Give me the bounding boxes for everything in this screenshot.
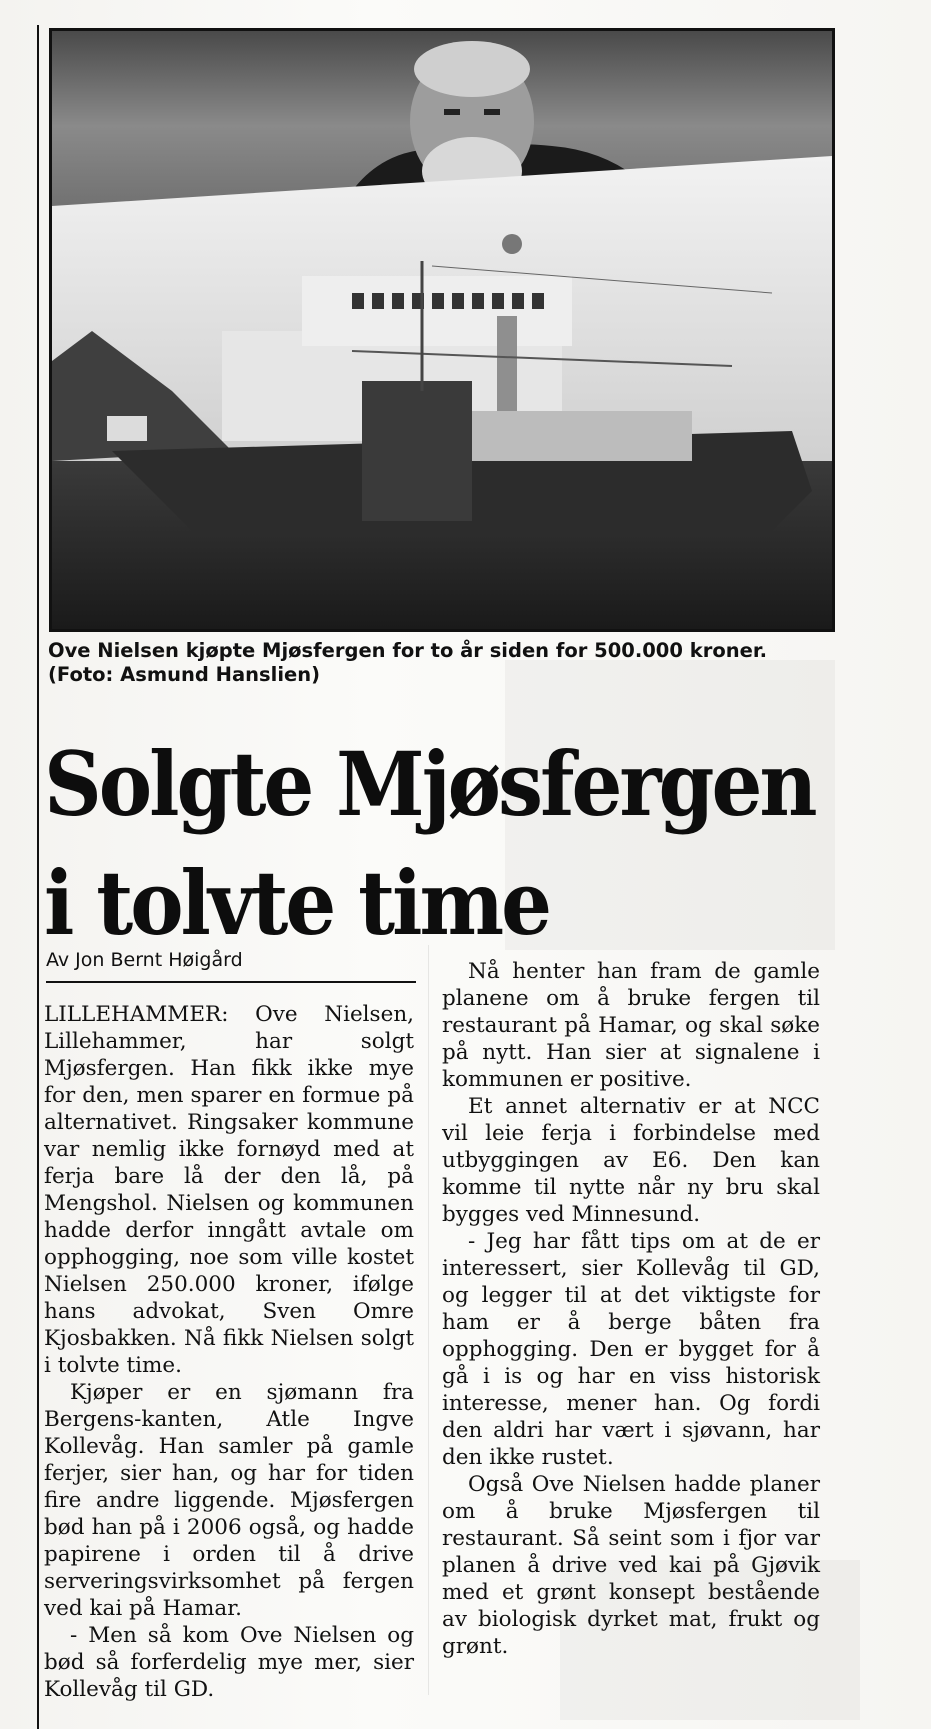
paragraph: LILLEHAMMER: Ove Nielsen, Lillehammer, har solgt Mjøsfergen. Han fikk ikke mye for den, men sparer en formue på alternativet. Ringsaker kommune var nemlig ikke fornøyd med at ferja bare lå der den lå, på Mengshol. Nielsen og kommunen hadde derfor inngått avtale om opphogging, noe som ville kostet Nielsen 250.000 kroner, ifølge hans advokat, Sven Omre Kjosbakken. Nå fikk Nielsen solgt i tolvte time. [44,1002,414,1378]
article-column-1 [44,1001,414,1703]
photo-illustration [52,31,832,629]
column-divider [428,945,429,1695]
hair-shape [414,41,530,97]
ferry-dark-wall [362,381,472,521]
article-column-2 [442,958,820,1660]
ferry-bridge [302,276,572,346]
small-boat [107,416,147,441]
article-photo [49,28,835,632]
byline: Av Jon Bernt Høigård [46,949,416,983]
paragraph: - Men så kom Ove Nielsen og bød så forferdelig mye mer, sier Kollevåg til GD. [44,1623,414,1702]
photo-caption: Ove Nielsen kjøpte Mjøsfergen for to år siden for 500.000 kroner. (Foto: Asmund Hanslien) [48,639,768,686]
headline-line-1: Solgte Mjøsfergen [44,732,815,837]
headline-line-2: i tolvte time [44,851,550,955]
ferry-funnel [497,316,517,411]
left-column-rule [37,25,39,1729]
paragraph: Et annet alternativ er at NCC vil leie ferja i forbindelse med utbyggingen av E6. Den kan komme til nytte når ny bru skal bygges ved Minnesund. [442,1094,820,1227]
paragraph: - Jeg har fått tips om at de er interessert, sier Kollevåg til GD, og legger til at det viktigste for ham er å berge båten fra opphogging. Den er bygget for å gå i is og har en viss historisk interesse, mener han. Og fordi den aldri har vært i sjøvann, har den ikke rustet. [442,1229,820,1470]
paragraph: Også Ove Nielsen hadde planer om å bruke Mjøsfergen til restaurant. Så seint som i fjor var planen å drive ved kai på Gjøvik med et grønt konsept bestående av biologisk dyrket mat, frukt og grønt. [442,1472,820,1659]
ferry-rear-deck [472,411,692,461]
headline [44,725,864,963]
paragraph: Kjøper er en sjømann fra Bergens-kanten, Atle Ingve Kollevåg. Han samler på gamle ferjer, sier han, og har for tiden fire andre liggende. Mjøsfergen bød han på i 2006 også, og hadde papirene i orden til å drive serveringsvirksomhet på fergen ved kai på Hamar. [44,1380,414,1621]
paragraph: Nå henter han fram de gamle planene om å bruke fergen til restaurant på Hamar, og skal søke på nytt. Han sier at signalene i kommunen er positive. [442,959,820,1092]
